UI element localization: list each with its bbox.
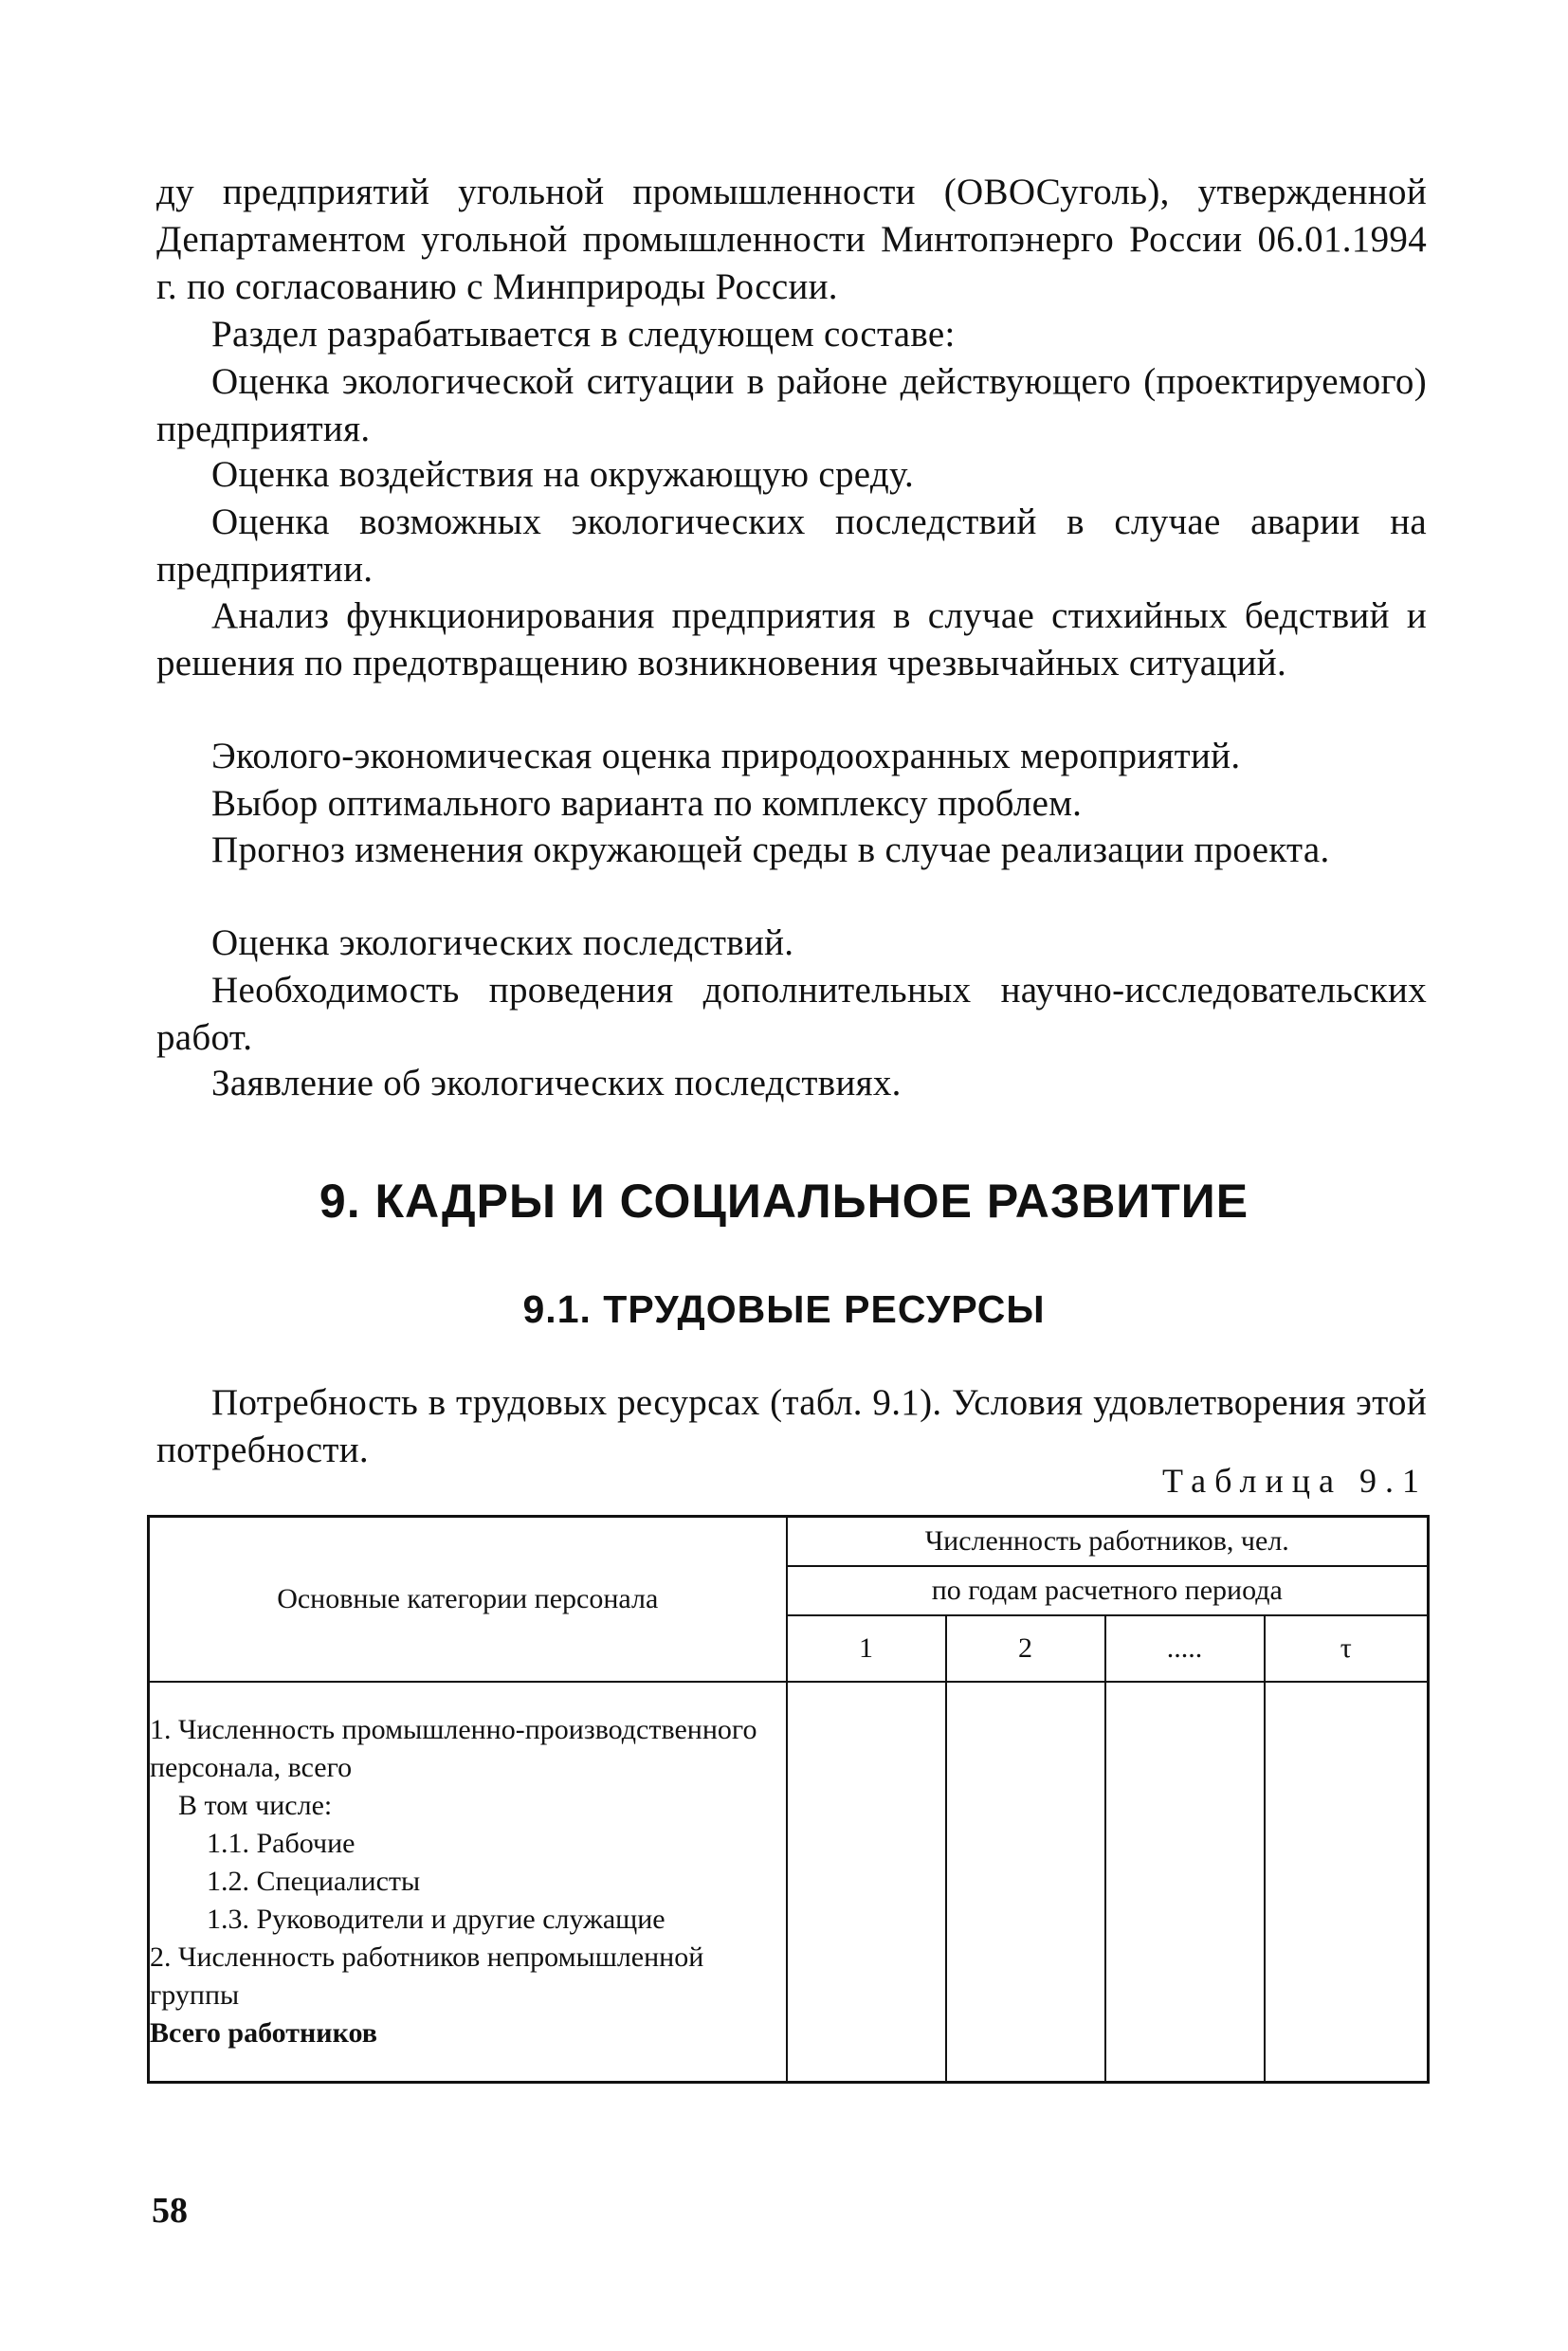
staff-table	[147, 1515, 1430, 2084]
value-cell	[787, 1682, 946, 2083]
paragraph-additional-research: Необходимость проведения дополнительных научно-исследовательских работ.	[156, 970, 1427, 1058]
intro-paragraph: Потребность в трудовых ресурсах (табл. 9.1). Условия удовлетворения этой потребности.	[156, 1382, 1427, 1470]
category-row: 1.2. Специалисты	[207, 1866, 421, 1897]
paragraph-forecast: Прогноз изменения окружающей среды в случае реализации проекта.	[211, 829, 1330, 870]
paragraph-ecological-situation: Оценка экологической ситуации в районе действующего (проектируемого) предприятия.	[156, 361, 1427, 449]
category-list	[149, 1682, 787, 2083]
column-number: τ	[1265, 1615, 1429, 1682]
paragraph-optimal-variant: Выбор оптимального варианта по комплексу проблем.	[211, 783, 1083, 824]
header-count: Численность работников, чел.	[787, 1517, 1429, 1567]
subsection-title: 9.1. ТРУДОВЫЕ РЕСУРСЫ	[522, 1287, 1046, 1331]
paragraph-continuation: ду предприятий угольной промышленности (ОВОСуголь), утвержденной Департаментом угольной промышленности Минтопэнерго России 06.01.1994 г. по согласованию с Минприроды России.	[156, 172, 1427, 307]
category-row: 2. Численность работников непромышленной группы	[150, 1941, 704, 2011]
category-row: 1. Численность промышленно-производственного персонала, всего	[150, 1714, 757, 1783]
table-caption: Таблица 9.1	[1162, 1462, 1428, 1500]
column-number: 2	[946, 1615, 1105, 1682]
page-number: 58	[152, 2191, 188, 2231]
paragraph-accident-consequences: Оценка возможных экологических последствий в случае аварии на предприятии.	[156, 501, 1427, 590]
column-number: 1	[787, 1615, 946, 1682]
paragraph-environmental-impact: Оценка воздействия на окружающую среду.	[211, 454, 914, 495]
table-header-row	[149, 1517, 1429, 1567]
paragraph-disaster-analysis: Анализ функционирования предприятия в случае стихийных бедствий и решения по предотвращению возникновения чрезвычайных ситуаций.	[156, 595, 1427, 683]
value-cell	[946, 1682, 1105, 2083]
category-row: В том числе:	[178, 1790, 333, 1821]
paragraph-statement: Заявление об экологических последствиях.	[211, 1063, 902, 1103]
table-row	[149, 1682, 1429, 2083]
value-cell	[1105, 1682, 1265, 2083]
column-number: .....	[1105, 1615, 1265, 1682]
category-row: 1.1. Рабочие	[207, 1828, 356, 1859]
value-cell	[1265, 1682, 1429, 2083]
header-category: Основные категории персонала	[149, 1517, 787, 1683]
section-title: 9. КАДРЫ И СОЦИАЛЬНОЕ РАЗВИТИЕ	[319, 1175, 1249, 1228]
paragraph-ecological-consequences: Оценка экологических последствий.	[211, 922, 794, 963]
paragraph-section-composition: Раздел разрабатывается в следующем составе:	[211, 314, 956, 355]
category-row: 1.3. Руководители и другие служащие	[207, 1904, 665, 1935]
category-row-total: Всего работников	[150, 2017, 377, 2049]
header-years: по годам расчетного периода	[787, 1566, 1429, 1615]
paragraph-economic-assessment: Эколого-экономическая оценка природоохранных мероприятий.	[211, 736, 1241, 776]
